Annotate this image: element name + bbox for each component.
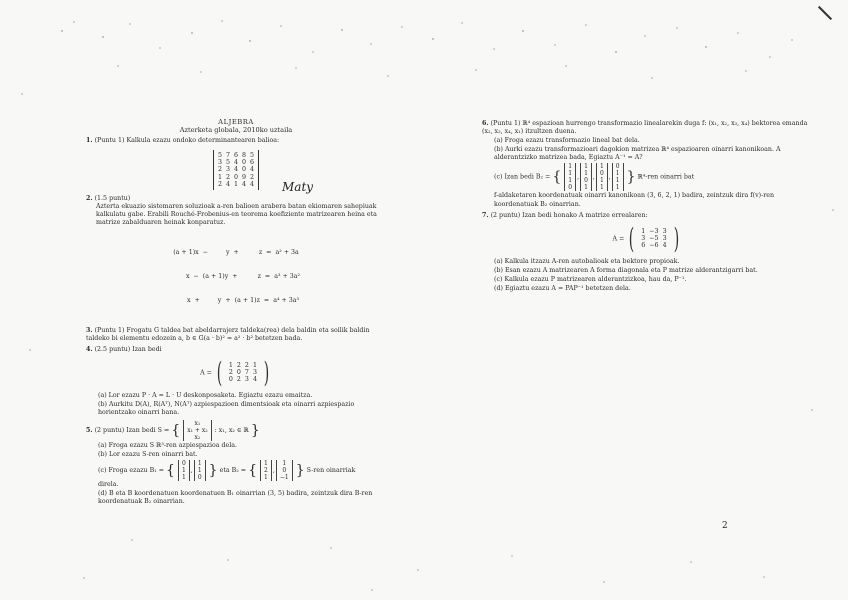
matrix-cell: 8 [242, 151, 247, 159]
matrix-cell: −3 [649, 227, 659, 235]
vector-entry: 0 [181, 460, 186, 468]
matrix-cell: 0 [242, 158, 247, 166]
vector-entry: 1 [568, 177, 573, 185]
matrix-cell: 2 [236, 361, 241, 369]
question-6b: (b) Aurki ezazu transformazioari dagokion matrizea ℝ⁴ espazioaren oinarri kanonikoan. A alderantzizko matrizea bada, Egiaztu A⁻¹ = A? [494, 146, 781, 162]
matrix-cell: 2 [217, 166, 222, 174]
vector-entry: 1 [599, 163, 604, 171]
matrix-row [227, 376, 259, 383]
matrix-row [216, 166, 256, 173]
question-7b: (b) Esan ezazu A matrizearen A forma diagonala eta P matrize alderantzigarri bat. [494, 266, 758, 274]
question-5b: (b) Lor ezazu S-ren oinarri bat. [98, 451, 198, 459]
question-7c: (c) Kalkula ezazu P matrizearen alderantzizkoa, hau da, P⁻¹. [494, 275, 687, 283]
matrix-cell: 3 [244, 376, 249, 384]
column-vector [194, 460, 206, 481]
equation-system: (a + 1)x − y + z = a² + 3a x − (a + 1)y + z = a³ + 3a² x + y + (a + 1)z = a⁴ + 3a³ [171, 248, 301, 305]
vector-entry: −1 [279, 474, 289, 482]
matrix-cell: 2 [217, 181, 222, 189]
matrix-row [227, 369, 259, 376]
vector-entry: 1 [599, 177, 604, 185]
determinant-matrix [216, 152, 256, 189]
matrix-cell: 0 [242, 166, 247, 174]
matrix-a7: A = ( 1 −3 3 3 −5 3 6 −6 4 ) [612, 221, 679, 255]
basis-b1: 0 1 1 , 1 1 0 [177, 460, 207, 481]
matrix-cell: 4 [252, 376, 257, 384]
vector-entry: 1 [197, 467, 202, 475]
matrix-cell: 6 [250, 158, 255, 166]
matrix-cell: −5 [649, 235, 659, 243]
matrix-row [216, 181, 256, 188]
vector-entry: 1 [584, 170, 588, 178]
question-7d: (d) Egiaztu ezazu A = PAP⁻¹ betetzen dela. [494, 285, 631, 293]
matrix-row [227, 362, 259, 369]
question-6c: (c) Izan bedi B₂ = { 1 1 1 0 , 1 1 0 1 , 1 0 1 1 , 0 1 1 1 } ℝ⁴-ren oinarri bat [494, 163, 695, 192]
page-number: 2 [722, 521, 728, 531]
matrix-cell: 5 [217, 151, 222, 159]
matrix-cell: 9 [242, 173, 247, 181]
matrix-row [639, 235, 668, 242]
question-5: 5. (2 puntu) Izan bedi S = { x₁ x₁ + x₂ x₂ : x₁, x₂ ∈ ℝ } (a) Froga ezazu S ℝ³-ren azpiespazioa dela. (b) Lor ezazu S-ren oinarri bat. (c) Froga ezazu B₁ = { 0 1 1 , 1 1 0 } eta B₂ = { 1 2 1 , 1 0 −1 } S-ren oinarriak direla. (d) B eta B koordenatuen koordenatuen B₁ oinarrian (3, 5) badira, zeintzuk dira B-ren koordenatuak B₂ oinarrian. [86, 420, 386, 506]
matrix-cell: 4 [233, 158, 238, 166]
handwritten-scribble: Maty [282, 180, 314, 194]
vector-entry: 1 [615, 184, 620, 192]
vector-entry: 1 [568, 170, 573, 178]
column-vector [564, 163, 576, 191]
matrix-cell: 0 [228, 376, 233, 384]
matrix-cell: 4 [233, 166, 238, 174]
question-2: 2. (1.5 puntu) Azterta ekuazio sistemaren soluzioak a-ren balioen arabera batan ekiomaren sahepiuak kalkulatu gabe. Erabili Rouché-Frobenius-en teorema koefiziente matrizearen heina eta matrize zabalduaren heinak konparatuz. (a + 1)x − y + z = a² + 3a x − (a + 1)y + z = a³ + 3a² x + y + (a + 1)z = a⁴ + 3a³ [86, 195, 386, 321]
vector-entry: 1 [282, 460, 287, 468]
matrix-cell: 4 [250, 166, 255, 174]
matrix-row [639, 242, 668, 249]
vector-entry: 0 [599, 170, 604, 178]
matrix-cell: 1 [228, 361, 233, 369]
matrix-row [216, 159, 256, 166]
basis-b2: 1 2 1 , 1 0 −1 [259, 460, 294, 481]
question-7: 7. (2 puntu) Izan bedi honako A matrize errealaren: A = ( 1 −3 3 3 −5 3 6 −6 4 ) (a) Kalkula itzazu A-ren autobalioak eta bektore propioak. (b) Esan ezazu A matrizearen A forma diagonala eta P matrize alderantzigarri bat. (c) Kalkula ezazu P matrizearen alderantzizkoa, hau da, P⁻¹. (d) Egiaztu ezazu A = PAP⁻¹ betetzen dela. [482, 212, 812, 293]
vector-entry: 2 [264, 467, 268, 475]
basis-b2-r4: 1 1 1 0 , 1 1 0 1 , 1 0 1 1 , 0 1 1 1 [563, 163, 624, 191]
question-5c: (c) Froga ezazu B₁ = { 0 1 1 , 1 1 0 } eta B₂ = { 1 2 1 , 1 0 −1 } S-ren oinarriak direla. [98, 460, 356, 489]
question-5d: (d) B eta B koordenatuen koordenatuen B₁ oinarrian (3, 5) badira, zeintzuk dira B-ren koordenatuak B₂ oinarrian. [98, 490, 373, 506]
matrix-cell: 3 [225, 166, 230, 174]
matrix-cell: 5 [225, 158, 230, 166]
column-vector [580, 163, 592, 191]
matrix-cell: 0 [233, 173, 238, 181]
vector-entry: 1 [264, 460, 268, 468]
vector-entry: 0 [568, 184, 573, 192]
matrix-cell: 3 [252, 369, 257, 377]
matrix-row [216, 174, 256, 181]
vector-entry: 0 [197, 474, 202, 482]
question-2-text: Azterta ekuazio sistemaren soluzioak a-ren balioen arabera batan ekiomaren sahepiuak kalkulatu gabe. Erabili Rouché-Frobenius-en teorema koefiziente matrizearen heina eta matrize zabalduaren heinak konparatuz. [96, 203, 377, 227]
question-6: 6. (Puntu 1) ℝ⁴ espazioan hurrengo transformazio linealarekin duga f: (x₁, x₂, x₃, x₄) bektorea emanda (x₂, x₃, x₄, x₁) itzultzen duena. (a) Froga ezazu transformazio lineal bat dela. (b) Aurki ezazu transformazioari dagokion matrizea ℝ⁴ espazioaren oinarri kanonikoan. A alderantzizko matrizea bada, Egiaztu A⁻¹ = A? (c) Izan bedi B₂ = { 1 1 1 0 , 1 1 0 1 , 1 0 1 1 , 0 1 1 1 } ℝ⁴-ren oinarri bat f-aldaketaren koordenatuak oinarri kanonikoan (3, 6, 2, 1) badira, zeintzuk dira f(v)-ren koordenatuak B₂ oinarrian. [482, 120, 812, 209]
vector-entry: 1 [264, 474, 268, 482]
question-4: 4. (2.5 puntu) Izan bedi A = ( 1 2 2 1 2 0 7 3 0 2 3 4 ) (a) Lor ezazu P · A = L · U deskonposaketa. Egiaztu ezazu emaitza. (b) Aurkitu D(A), R(Aᵀ), N(Aᵀ) azpiespazioen dimentsioak eta oinarri azpiespazio horientzako oinarri bana. [86, 346, 386, 417]
matrix-cell: 1 [641, 227, 646, 235]
question-3: 3. (Puntu 1) Frogatu G taldea bat abeldarrajerz taldeka(rea) dela baldin eta soilik baldin taldeko bi elementu edozein a, b ∈ G(a · b)² = a² · b² betetzen bada. [86, 326, 370, 342]
column-vector [612, 163, 624, 191]
matrix-cell: 0 [236, 369, 241, 377]
right-column [482, 117, 812, 293]
vector-entry: 1 [615, 177, 620, 185]
question-6a: (a) Froga ezazu transformazio lineal bat dela. [494, 137, 640, 145]
vector-entry: 1 [599, 184, 604, 192]
matrix-row [216, 152, 256, 159]
matrix-a: A = ( 1 2 2 1 2 0 7 3 0 2 3 4 ) [200, 355, 270, 389]
exam-title: ALJEBRA [218, 118, 254, 126]
matrix-cell: 6 [233, 151, 238, 159]
column-vector [260, 460, 272, 481]
matrix-cell: 3 [641, 235, 646, 243]
matrix-cell: 2 [225, 173, 230, 181]
column-vector [276, 460, 293, 481]
exam-header [86, 118, 386, 134]
matrix-cell: 1 [233, 181, 238, 189]
vector-entry: 1 [181, 467, 186, 475]
column-vector [596, 163, 608, 191]
matrix-cell: 7 [225, 151, 230, 159]
vector-entry: 1 [181, 474, 186, 482]
matrix-cell: −6 [649, 242, 659, 250]
question-7a: (a) Kalkula itzazu A-ren autobalioak eta bektore propioak. [494, 257, 680, 265]
matrix-row [639, 228, 668, 235]
question-6c-cont: f-aldaketaren koordenatuak oinarri kanonikoan (3, 6, 2, 1) badira, zeintzuk dira f(v)-ren koordenatuak B₂ oinarrian. [494, 192, 775, 208]
vector-entry: 1 [584, 163, 588, 171]
vector-entry: 1 [615, 170, 620, 178]
matrix-cell: 2 [244, 361, 249, 369]
set-vector: x₁ x₁ + x₂ x₂ [183, 420, 211, 441]
matrix-cell: 4 [250, 181, 255, 189]
question-1: 1. (Puntu 1) Kalkula ezazu ondoko determinantearen balioa: 5 7 6 8 5 3 5 4 0 6 2 3 4 0 4 1 2 0 9 2 2 4 1 4 4 [86, 137, 386, 190]
left-column [86, 118, 386, 507]
determinant [86, 150, 386, 190]
matrix-cell: 2 [228, 369, 233, 377]
matrix-cell: 3 [217, 158, 222, 166]
vector-entry: 1 [584, 184, 588, 192]
vector-entry: 1 [568, 163, 573, 171]
matrix-cell: 4 [225, 181, 230, 189]
exam-subtitle: Azterketa globala, 2010ko uztaila [179, 126, 293, 134]
vector-entry: 0 [584, 177, 588, 185]
matrix-a7-table [639, 228, 668, 250]
matrix-a-table [227, 362, 259, 384]
question-5a: (a) Froga ezazu S ℝ³-ren azpiespazioa dela. [98, 442, 238, 450]
matrix-cell: 5 [250, 151, 255, 159]
matrix-cell: 3 [662, 235, 667, 243]
matrix-cell: 2 [250, 173, 255, 181]
matrix-cell: 1 [217, 173, 222, 181]
question-4b: (b) Aurkitu D(A), R(Aᵀ), N(Aᵀ) azpiespazioen dimentsioak eta oinarri azpiespazio horientzako oinarri bana. [98, 400, 355, 416]
matrix-cell: 4 [662, 242, 667, 250]
matrix-cell: 4 [242, 181, 247, 189]
question-4a: (a) Lor ezazu P · A = L · U deskonposaketa. Egiaztu ezazu emaitza. [98, 391, 313, 399]
vector-entry: 1 [197, 460, 202, 468]
matrix-cell: 7 [244, 369, 249, 377]
matrix-cell: 2 [236, 376, 241, 384]
vector-entry: 0 [282, 467, 287, 475]
matrix-cell: 6 [641, 242, 646, 250]
vector-entry: 0 [615, 163, 620, 171]
matrix-cell: 1 [252, 361, 257, 369]
column-vector [178, 460, 190, 481]
matrix-cell: 3 [662, 227, 667, 235]
